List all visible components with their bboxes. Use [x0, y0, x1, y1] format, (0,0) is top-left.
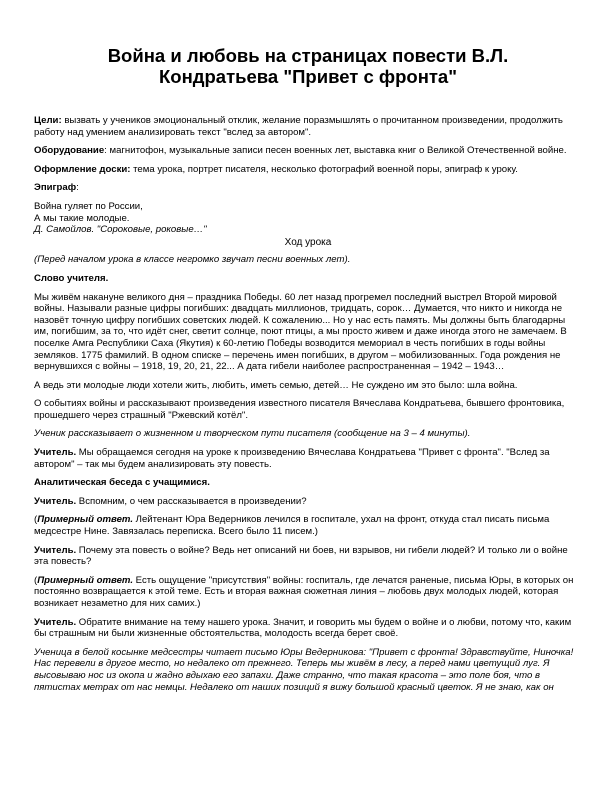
epigraph-heading [34, 182, 582, 194]
page-title [34, 45, 582, 87]
answer-paragraph-2 [34, 575, 582, 610]
teacher-text: Почему эта повесть о войне? Ведь нет описаний ни боев, ни взрывов, ни гибели людей? И только ли о войне эта повесть? [34, 544, 568, 568]
teacher-label: Учитель. [34, 616, 77, 628]
board-label: Оформление доски: [34, 163, 131, 175]
epigraph-line-2: А мы такие молодые. [34, 212, 130, 224]
paragraph-kondratyev: О событиях войны и рассказывают произведения известного писателя Вячеслава Кондратьева, бывшего фронтовика, прошедшего через страшный "Ржевский котёл". [34, 398, 565, 421]
equipment-paragraph [34, 145, 582, 157]
epigraph-author: Д. Самойлов. "Сороковые, роковые…" [34, 224, 207, 236]
answer-label: Примерный ответ. [37, 514, 133, 526]
board-text: тема урока, портрет писателя, несколько фотографий военной поры, эпиграф к уроку. [130, 163, 518, 175]
epigraph-colon: : [76, 182, 79, 194]
paragraph-young-people: А ведь эти молодые люди хотели жить, любить, иметь семью, детей… Не суждено им это было: шла война. [34, 379, 518, 391]
equipment-text: : магнитофон, музыкальные записи песен военных лет, выставка книг о Великой Отечественной войне. [104, 145, 567, 157]
teacher-word-heading: Слово учителя. [34, 272, 109, 284]
before-lesson-note: (Перед началом урока в классе негромко звучат песни военных лет). [34, 254, 351, 266]
teacher-paragraph-1 [34, 447, 582, 470]
teacher-label: Учитель. [34, 495, 77, 507]
paragraph-victory: Мы живём накануне великого дня – праздника Победы. 60 лет назад прогремел последний выстрел Второй мировой войны. Называли разные цифры погибших: двадцать миллионов, тридцать, сорок… Думается, что никто и никогда не назовёт точную цифру погибших советских людей. К сожалению... Но у нас есть память. Мы должны быть благодарны им, погибшим, за то, что идёт снег, светит солнце, поют птицы, а мы просто живем и даже иногда этого не замечаем. В поселке Амга Республики Саха (Якутия) к 60-летию Победы возводится мемориал в честь погибших в годы войны земляков. 1775 фамилий. В одном списке – перечень имен погибших, в другом – мобилизованных. Года рождения не вернувшихся с войны – 1918, 19, 20, 21, 22... А дата гибели наиболее распространенная – 1942 – 1943… [34, 291, 567, 373]
title-line-2: Кондратьева "Привет с фронта" [158, 66, 457, 87]
letter-reading: Ученица в белой косынке медсестры читает письмо Юры Ведерникова: "Привет с фронта! Здравствуйте, Ниночка! Нас перевели в другое место, но недалеко от прежнего. Теперь мы живём в лесу, а перед нами цветущий луг. Я высовываю нос из окопа и жадно вдыхаю его запахи. Даже странно, что такая красота – это поле боя, что в пятистах метрах от нас немцы. Недалеко от наших позиций я вижу большой красный цветок. Я не знаю, как он [34, 646, 574, 693]
goals-label: Цели: [34, 115, 62, 126]
title-line-1: Война и любовь на страницах повести В.Л. [107, 45, 509, 66]
teacher-paragraph-2 [34, 496, 582, 508]
board-paragraph [34, 164, 582, 176]
answer-paragraph-1 [34, 514, 582, 537]
teacher-paragraph-4 [34, 617, 582, 640]
answer-open-paren: ( [34, 514, 38, 526]
epigraph-label: Эпиграф [34, 182, 77, 194]
answer-label: Примерный ответ. [37, 574, 133, 586]
answer-open-paren: ( [34, 574, 38, 586]
teacher-label: Учитель. [34, 544, 77, 556]
student-tells-note: Ученик рассказывает о жизненном и творческом пути писателя (сообщение на 3 – 4 минуты). [34, 428, 471, 440]
answer-text: Есть ощущение "присутствия" войны: госпиталь, где лечатся раненые, письма Юры, в которых он постоянно возвращается к этой теме. Есть и вторая важная сюжетная линия – любовь двух молодых людей, которая возникает незаметно для них самих.) [34, 574, 574, 609]
document-page [34, 0, 582, 693]
epigraph-line-1: Война гуляет по России, [34, 200, 143, 212]
analytic-heading: Аналитическая беседа с учащимися. [34, 477, 210, 489]
lesson-heading: Ход урока [284, 236, 332, 248]
goals-text: вызвать у учеников эмоциональный отклик, желание поразмышлять о прочитанном произведении, продолжить работу над умением анализировать текст "вслед за автором". [34, 115, 563, 138]
epigraph-block [34, 201, 582, 236]
answer-text: Лейтенант Юра Ведерников лечился в госпитале, ухал на фронт, откуда стал писать письма медсестре Нине. Завязалась переписка. Всего было 11 писем.) [34, 514, 550, 538]
teacher-label: Учитель. [34, 447, 77, 459]
teacher-text: Обратите внимание на тему нашего урока. Значит, и говорить мы будем о войне и о любви, потому что, каким бы страшным ни были жизненные обстоятельства, молодость всегда берет своё. [34, 616, 572, 640]
teacher-text: Мы обращаемся сегодня на уроке к произведению Вячеслава Кондратьева "Привет с фронта". "Вслед за автором" – так мы будем анализировать эту повесть. [34, 447, 550, 470]
teacher-paragraph-3 [34, 545, 582, 568]
equipment-label: Оборудование [34, 145, 105, 157]
goals-paragraph [34, 115, 582, 138]
teacher-text: Вспомним, о чем рассказывается в произведении? [76, 495, 307, 507]
